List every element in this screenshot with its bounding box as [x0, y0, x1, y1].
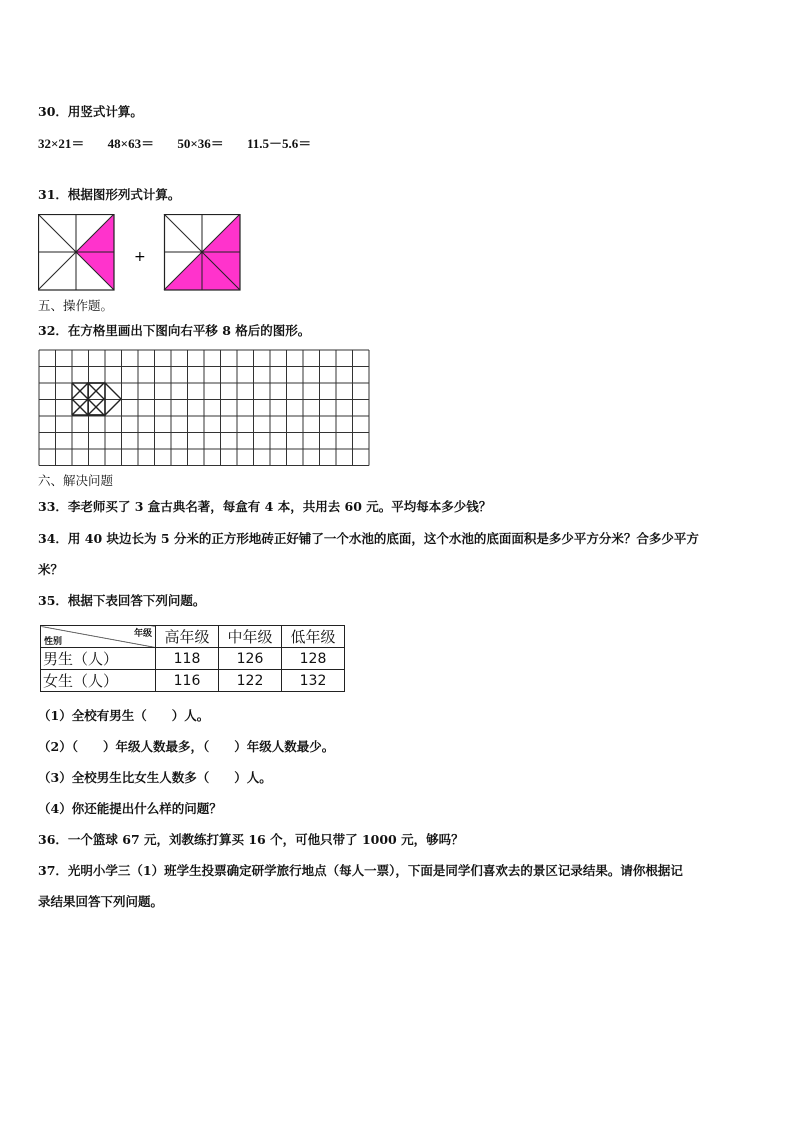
row-label: 男生（人）: [41, 648, 156, 670]
q35-table: [40, 625, 345, 692]
q31-operator: +: [134, 249, 146, 265]
q34-line1: 34．用 40 块边长为 5 分米的正方形地砖正好铺了一个水池的底面，这个水池的底面面积是多少平方分米？合多少平方: [38, 531, 699, 546]
table-cell: 118: [156, 648, 219, 670]
q37-line2: 录结果回答下列问题。: [38, 894, 164, 909]
q31-title: 31．根据图形列式计算。: [38, 187, 181, 202]
table-row: [41, 648, 345, 670]
table-cell: 132: [282, 670, 345, 692]
table-cell: 128: [282, 648, 345, 670]
q36-text: 36．一个篮球 67 元，刘教练打算买 16 个，可他只带了 1000 元，够吗？: [38, 832, 464, 847]
q35-sub-3: （3）全校男生比女生人数多（ ）人。: [38, 770, 272, 785]
section6-title: 六、解决问题: [38, 473, 114, 488]
q35-sub-4: （4）你还能提出什么样的问题？: [38, 801, 222, 816]
q30-expr-4: 11.5－5.6＝: [247, 136, 312, 151]
table-row: [41, 670, 345, 692]
row-label: 女生（人）: [41, 670, 156, 692]
q30-expr-1: 32×21＝: [38, 136, 85, 151]
q30-expr-3: 50×36＝: [177, 136, 224, 151]
q35-title: 35．根据下表回答下列问题。: [38, 593, 206, 608]
column-header: 低年级: [282, 626, 345, 648]
table-header-row: [41, 626, 345, 648]
q31-left-square: [38, 214, 114, 290]
q30-title: 30．用竖式计算。: [38, 104, 143, 119]
table-cell: 122: [219, 670, 282, 692]
table-cell: 126: [219, 648, 282, 670]
q31-right-square: [164, 214, 240, 290]
q34-line2: 米？: [38, 562, 64, 577]
corner-bottom-label: 性别: [44, 637, 63, 647]
table-cell: 116: [156, 670, 219, 692]
q35-sub-2: （2）（ ）年级人数最多，（ ）年级人数最少。: [38, 739, 335, 754]
corner-top-label: 年级: [133, 629, 152, 639]
q35-sub-1: （1）全校有男生（ ）人。: [38, 708, 210, 723]
q37-line1: 37．光明小学三（1）班学生投票确定研学旅行地点（每人一票），下面是同学们喜欢去的景区记录结果。请你根据记: [38, 863, 683, 878]
q32-title: 32．在方格里画出下图向右平移 8 格后的图形。: [38, 323, 311, 338]
q31-figure: [38, 214, 248, 292]
q32-grid: [38, 349, 388, 467]
q30-expressions: [38, 135, 331, 153]
column-header: 中年级: [219, 626, 282, 648]
q30-expr-2: 48×63＝: [107, 136, 155, 151]
q33-text: 33．李老师买了 3 盒古典名著，每盒有 4 本，共用去 60 元。平均每本多少钱？: [38, 499, 492, 514]
table-corner: [41, 626, 156, 648]
column-header: 高年级: [156, 626, 219, 648]
section5-title: 五、操作题。: [38, 298, 114, 313]
